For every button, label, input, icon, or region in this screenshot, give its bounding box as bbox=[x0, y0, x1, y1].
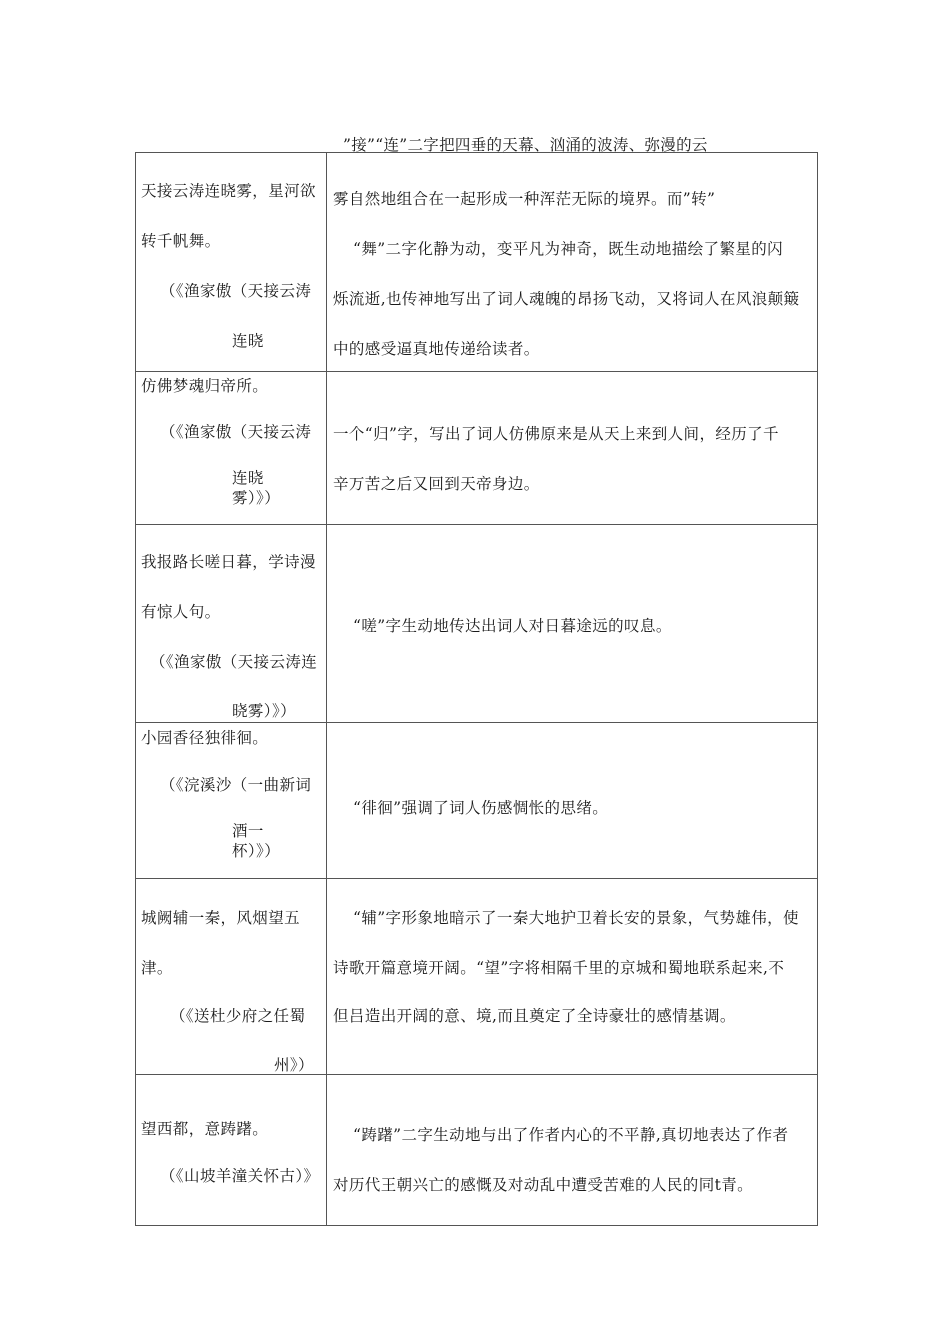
poem-line: 小园香径独徘徊。 bbox=[141, 729, 269, 747]
analysis-cell bbox=[327, 1075, 818, 1226]
analysis-line: “辅”字形象地暗示了一秦大地护卫着长安的景象，气势雄伟，使 bbox=[353, 909, 799, 927]
analysis-cell bbox=[327, 153, 818, 372]
source-line: （《山坡羊潼关怀古）》 bbox=[160, 1167, 320, 1185]
poem-line: 津。 bbox=[141, 959, 173, 977]
source-line: （《渔家傲（天接云涛 bbox=[160, 282, 312, 300]
poem-line: 我报路长嗟日暮，学诗漫 bbox=[141, 553, 316, 571]
table-row bbox=[136, 372, 818, 525]
table-row bbox=[136, 1075, 818, 1226]
analysis-line: 对历代王朝兴亡的感慨及对动乱中遭受苦难的人民的同t青。 bbox=[333, 1176, 754, 1194]
analysis-line: 烁流逝,也传神地写出了词人魂魄的昂扬飞动，又将词人在风浪颠簸 bbox=[333, 290, 800, 308]
analysis-line: “舞”二字化静为动，变平凡为神奇，既生动地描绘了繁星的闪 bbox=[353, 240, 784, 258]
source-line: （《送杜少府之任蜀 bbox=[170, 1007, 306, 1025]
analysis-line: 一个“归”字，写出了词人仿佛原来是从天上来到人间，经历了千 bbox=[333, 425, 779, 443]
poem-cell bbox=[136, 879, 327, 1075]
poem-cell bbox=[136, 372, 327, 525]
poem-line: 仿佛梦魂归帝所。 bbox=[141, 377, 269, 395]
table-row bbox=[136, 879, 818, 1075]
poem-line: 望西都，意踌躇。 bbox=[141, 1120, 269, 1138]
analysis-line: 辛万苦之后又回到天帝身边。 bbox=[333, 475, 540, 493]
poem-cell bbox=[136, 1075, 327, 1226]
intro-continuation-line: ”接”“连”二字把四垂的天幕、汹涌的波涛、弥漫的云 bbox=[343, 136, 708, 154]
source-line: 酒一 bbox=[232, 822, 264, 840]
analysis-line: 诗歌开篇意境开阔。“望”字将相隔千里的京城和蜀地联系起来,不 bbox=[333, 959, 785, 977]
source-line: （《浣溪沙（一曲新词 bbox=[160, 776, 312, 794]
analysis-line: 但吕造出开阔的意、境,而且奠定了全诗豪壮的感情基调。 bbox=[333, 1007, 736, 1025]
analysis-cell bbox=[327, 723, 818, 879]
analysis-line: “徘徊”强调了词人伤感惆怅的思绪。 bbox=[353, 799, 609, 817]
source-line: 晓雾）》） bbox=[232, 702, 297, 720]
analysis-line: 雾自然地组合在一起形成一种浑茫无际的境界。而”转” bbox=[333, 190, 716, 208]
poem-line: 城阙辅一秦，风烟望五 bbox=[141, 909, 301, 927]
poem-line: 天接云涛连晓雾，星河欲 bbox=[141, 182, 316, 200]
poem-cell bbox=[136, 723, 327, 879]
analysis-cell bbox=[327, 525, 818, 723]
analysis-cell bbox=[327, 879, 818, 1075]
source-line: 州》） bbox=[274, 1056, 314, 1074]
poem-analysis-table bbox=[135, 152, 818, 1226]
source-line: 杯）》） bbox=[232, 842, 281, 860]
table-row bbox=[136, 723, 818, 879]
analysis-line: “嗟”字生动地传达出词人对日暮途远的叹息。 bbox=[353, 617, 672, 635]
source-line: 连晓 bbox=[232, 332, 264, 350]
analysis-line: 中的感受逼真地传递给读者。 bbox=[333, 340, 540, 358]
poem-line: 转千帆舞。 bbox=[141, 232, 221, 250]
source-line: （《渔家傲（天接云涛连 bbox=[150, 653, 318, 671]
analysis-cell bbox=[327, 372, 818, 525]
poem-cell bbox=[136, 525, 327, 723]
table-row bbox=[136, 153, 818, 372]
poem-line: 有惊人句。 bbox=[141, 603, 221, 621]
poem-cell bbox=[136, 153, 327, 372]
source-line: （《渔家傲（天接云涛 bbox=[160, 423, 312, 441]
source-line: 连晓 bbox=[232, 469, 264, 487]
source-line: 雾）》） bbox=[232, 489, 281, 507]
table-row bbox=[136, 525, 818, 723]
analysis-line: “踌躇”二字生动地与出了作者内心的不平静,真切地表达了作者 bbox=[353, 1126, 789, 1144]
